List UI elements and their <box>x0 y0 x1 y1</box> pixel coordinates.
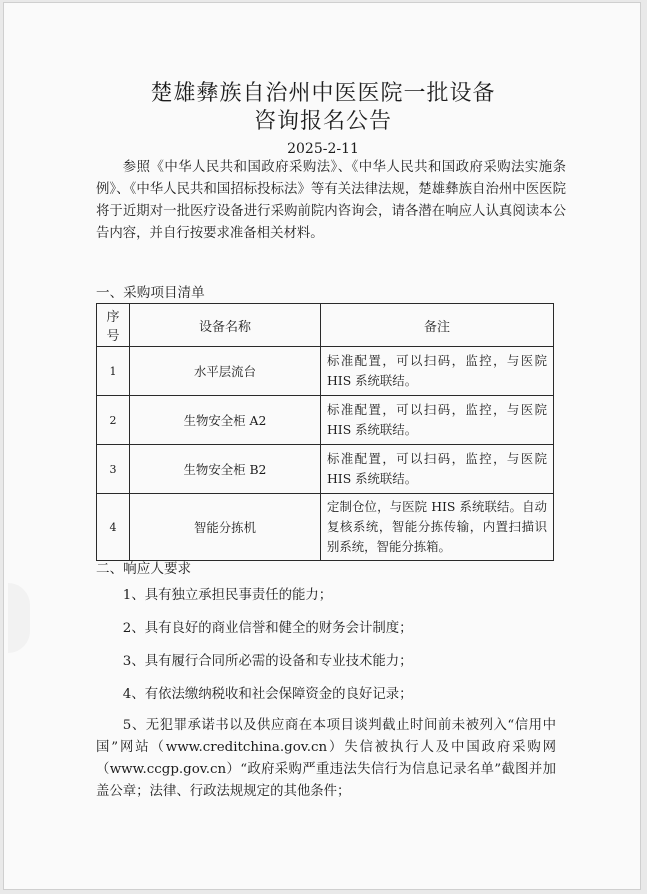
row-name: 水平层流台 <box>130 347 321 396</box>
table-header-row <box>97 304 554 347</box>
row-remark: 标准配置，可以扫码，监控，与医院 HIS 系统联结。 <box>321 396 554 445</box>
intro-paragraph: 参照《中华人民共和国政府采购法》、《中华人民共和国政府采购法实施条例》、《中华人民共和国招标投标法》等有关法律法规，楚雄彝族自治州中医医院将于近期对一批医疗设备进行采购前院内咨询会，请各潜在响应人认真阅读本公告内容，并自行按要求准备相关材料。 <box>96 160 566 241</box>
section1-heading: 一、采购项目清单 <box>96 285 205 301</box>
table-row <box>97 445 554 494</box>
row-no: 1 <box>97 347 130 396</box>
document-date: 2025-2-11 <box>287 141 359 157</box>
table-row <box>97 396 554 445</box>
table-row <box>97 494 554 561</box>
requirement-item: 2、具有良好的商业信誉和健全的财务会计制度； <box>122 621 413 636</box>
row-no: 3 <box>97 445 130 494</box>
table-row <box>97 347 554 396</box>
header-name: 设备名称 <box>130 304 321 347</box>
requirement-item: 4、有依法缴纳税收和社会保障资金的良好记录； <box>122 687 413 702</box>
header-remark: 备注 <box>321 304 554 347</box>
requirement-item: 5、无犯罪承诺书以及供应商在本项目谈判截止时间前未被列入“信用中国”网站（www.creditchina.gov.cn）失信被执行人及中国政府采购网（www.ccgp.gov.cn）“政府采购严重违法失信行为信息记录名单”截图并加盖公章；法律、行政法规规定的其他条件； <box>96 718 556 799</box>
row-no: 2 <box>97 396 130 445</box>
row-remark: 标准配置，可以扫码，监控，与医院 HIS 系统联结。 <box>321 445 554 494</box>
document-page <box>3 2 641 890</box>
row-remark: 标准配置，可以扫码，监控，与医院 HIS 系统联结。 <box>321 347 554 396</box>
row-remark: 定制仓位，与医院 HIS 系统联结。自动复核系统，智能分拣传输，内置扫描识别系统，智能分拣箱。 <box>321 494 554 561</box>
requirement-item: 1、具有独立承担民事责任的能力； <box>122 588 333 603</box>
header-no: 序号 <box>97 304 130 347</box>
document-title-line2: 咨询报名公告 <box>253 109 392 134</box>
scan-shadow <box>8 583 30 653</box>
section2-heading: 二、响应人要求 <box>96 561 192 577</box>
procurement-table <box>96 303 554 561</box>
requirement-item: 3、具有履行合同所必需的设备和专业技术能力； <box>122 654 413 669</box>
row-name: 生物安全柜 A2 <box>130 396 321 445</box>
row-name: 智能分拣机 <box>130 494 321 561</box>
row-name: 生物安全柜 B2 <box>130 445 321 494</box>
row-no: 4 <box>97 494 130 561</box>
document-title-line1: 楚雄彝族自治州中医医院一批设备 <box>150 81 496 106</box>
